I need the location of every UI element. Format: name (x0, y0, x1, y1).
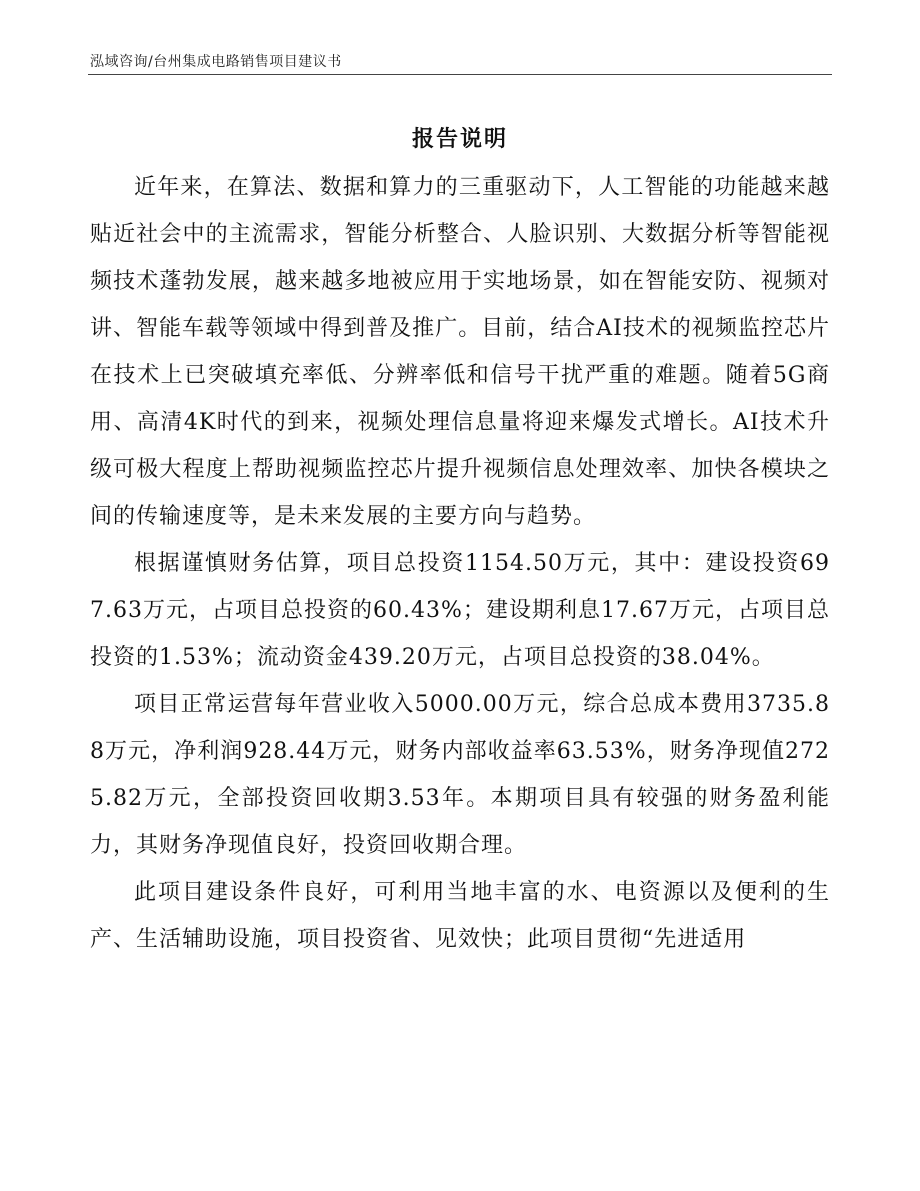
paragraph-background: 近年来，在算法、数据和算力的三重驱动下，人工智能的功能越来越贴近社会中的主流需求，智能分析整合、人脸识别、大数据分析等智能视频技术蓬勃发展，越来越多地被应用于实地场景，如在智能安防、视频对讲、智能车载等领域中得到普及推广。目前，结合AI技术的视频监控芯片在技术上已突破填充率低、分辨率低和信号干扰严重的难题。随着5G商用、高清4K时代的到来，视频处理信息量将迎来爆发式增长。AI技术升级可极大程度上帮助视频监控芯片提升视频信息处理效率、加快各模块之间的传输速度等，是未来发展的主要方向与趋势。 (90, 175, 830, 529)
paragraph-investment: 根据谨慎财务估算，项目总投资1154.50万元，其中：建设投资697.63万元，占项目总投资的60.43%；建设期利息17.67万元，占项目总投资的1.53%；流动资金439.20万元，占项目总投资的38.04%。 (90, 551, 830, 670)
section-title: 报告说明 (411, 127, 508, 152)
document-body (90, 164, 830, 963)
paragraph-conditions: 此项目建设条件良好，可利用当地丰富的水、电资源以及便利的生产、生活辅助设施，项目投资省、见效快；此项目贯彻“先进适用 (90, 880, 830, 952)
header-divider (88, 74, 832, 75)
running-header: 泓域咨询/台州集成电路销售项目建议书 (90, 54, 342, 70)
paragraph-financials: 项目正常运营每年营业收入5000.00万元，综合总成本费用3735.88万元，净利润928.44万元，财务内部收益率63.53%，财务净现值2725.82万元，全部投资回收期3.53年。本期项目具有较强的财务盈利能力，其财务净现值良好，投资回收期合理。 (90, 692, 830, 858)
